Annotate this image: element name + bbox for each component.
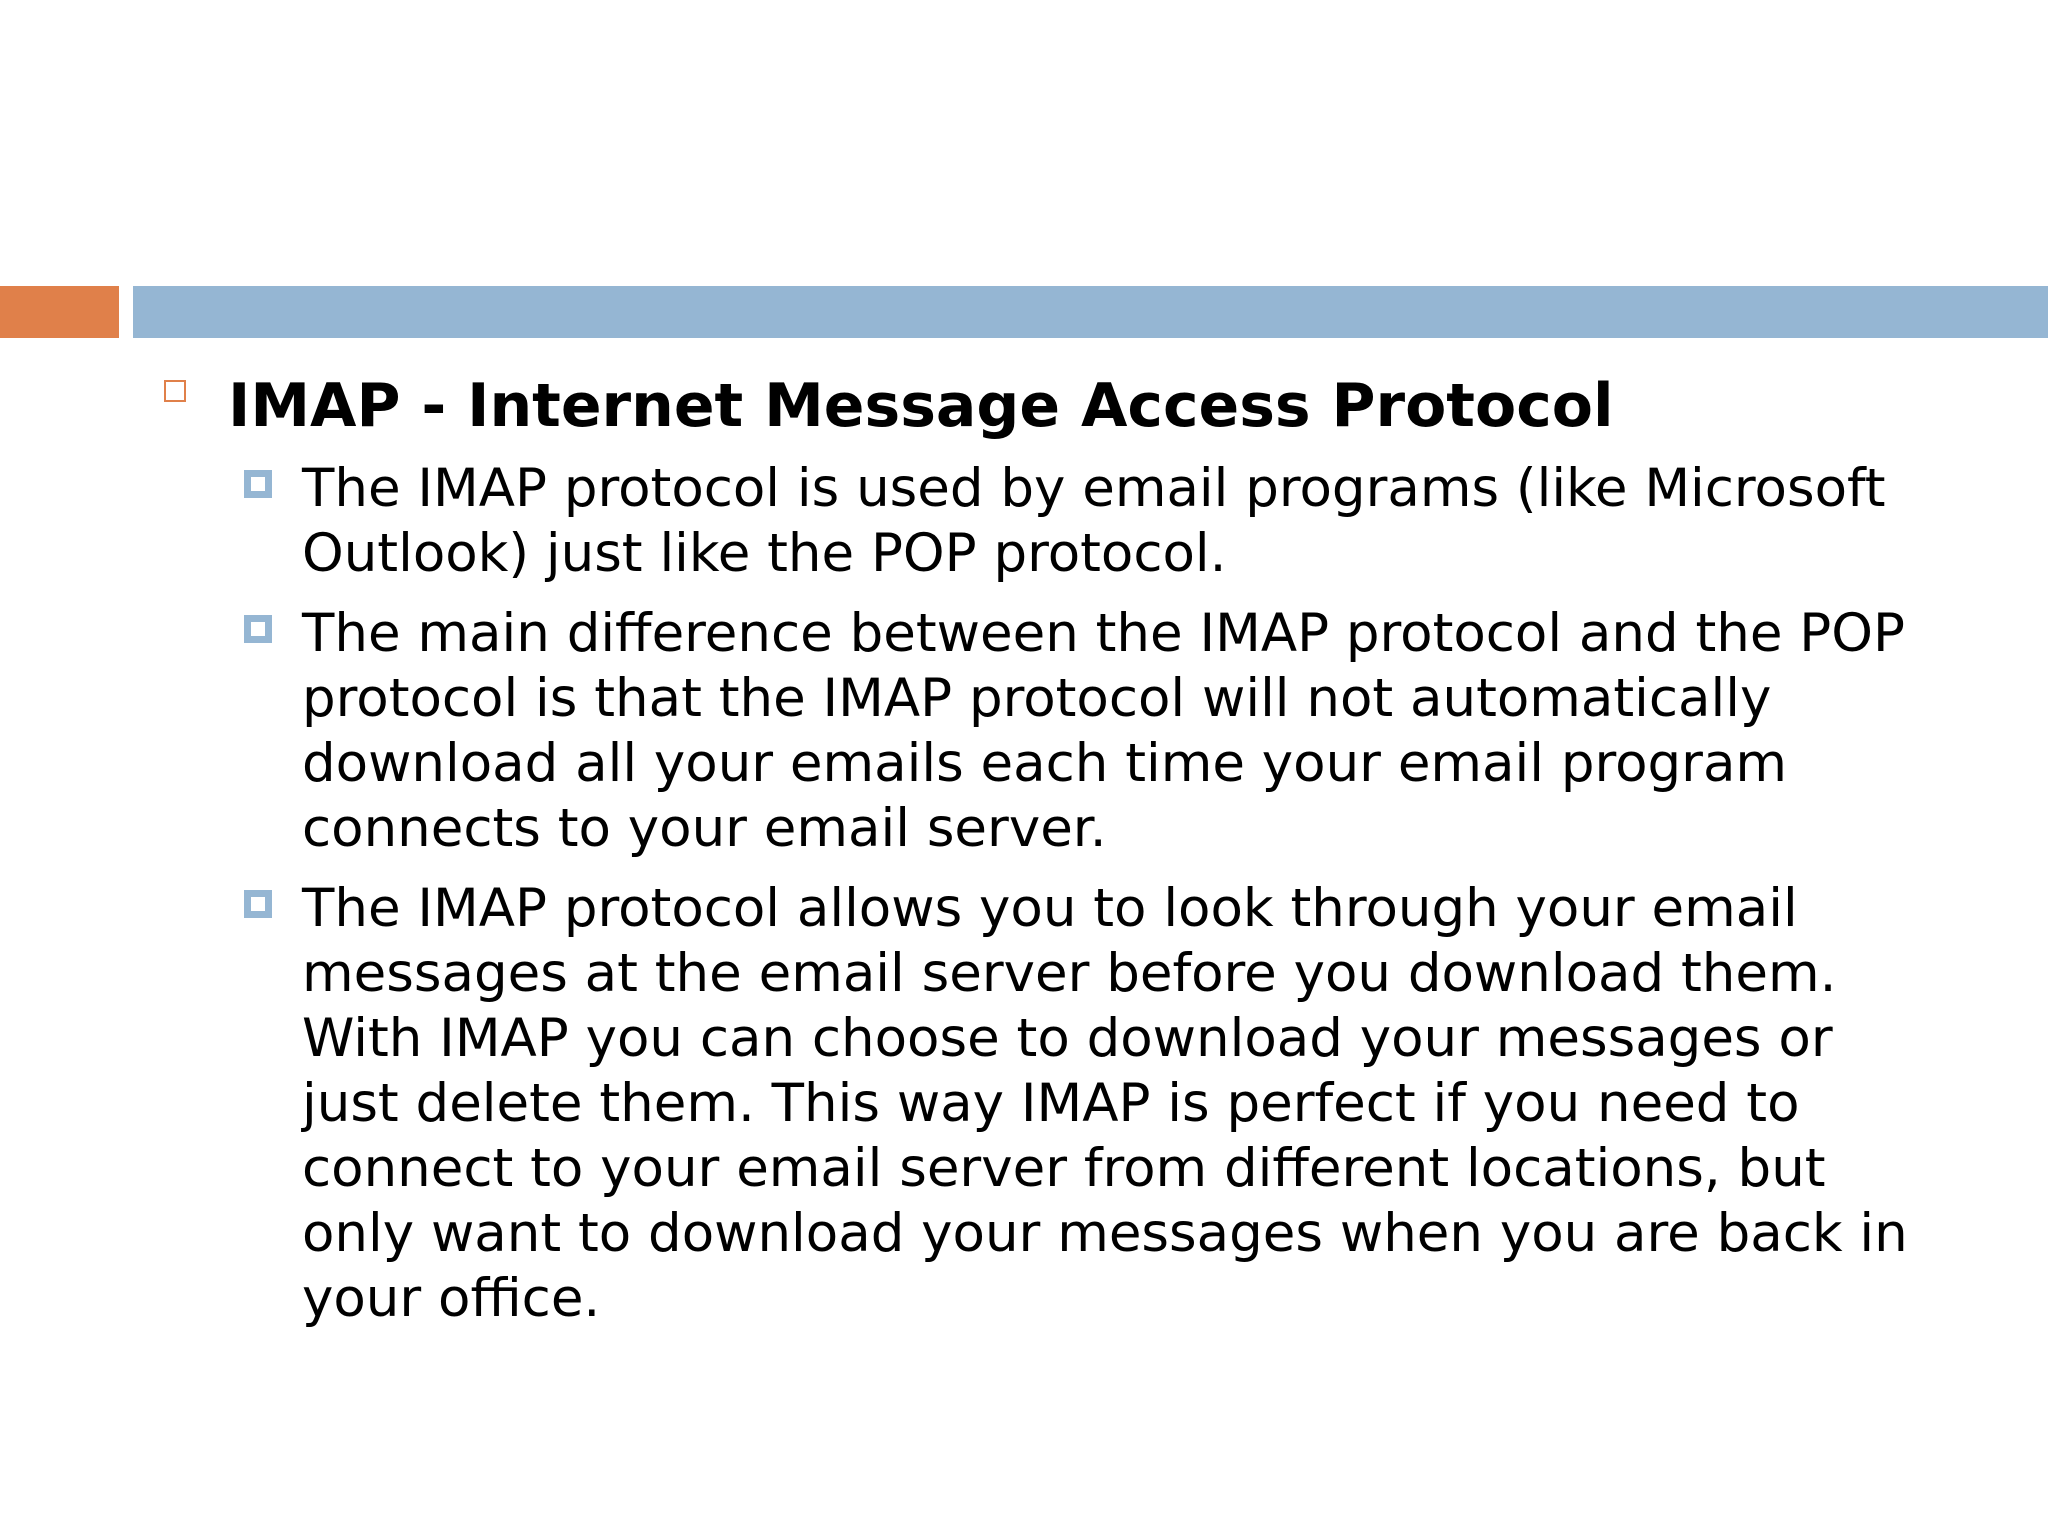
header-bar-orange bbox=[0, 286, 119, 338]
hollow-square-bullet-icon bbox=[164, 380, 186, 402]
list-item-text: The main difference between the IMAP protocol and the POP protocol is that the IMAP protocol will not automatically download all your emails each time your email program connects to your email server. bbox=[302, 603, 1905, 859]
header-bar-blue bbox=[133, 286, 2048, 338]
sub-bullet-list bbox=[160, 456, 1960, 1331]
list-item-text: The IMAP protocol is used by email programs (like Microsoft Outlook) just like the POP protocol. bbox=[302, 458, 1886, 584]
square-bullet-icon bbox=[244, 615, 272, 643]
square-bullet-icon bbox=[244, 470, 272, 498]
slide-content bbox=[160, 366, 1960, 1346]
slide-heading: IMAP - Internet Message Access Protocol bbox=[228, 371, 1614, 441]
square-bullet-icon bbox=[244, 890, 272, 918]
list-item bbox=[302, 876, 1942, 1331]
list-item-text: The IMAP protocol allows you to look through your email messages at the email server before you download them. With IMAP you can choose to download your messages or just delete them. This way IMAP is perfect if you need to connect to your email server from different locations, but only want to download your messages when you are back in your office. bbox=[302, 878, 1908, 1329]
list-item bbox=[302, 456, 1942, 586]
heading-item bbox=[160, 366, 1960, 446]
list-item bbox=[302, 601, 1942, 861]
